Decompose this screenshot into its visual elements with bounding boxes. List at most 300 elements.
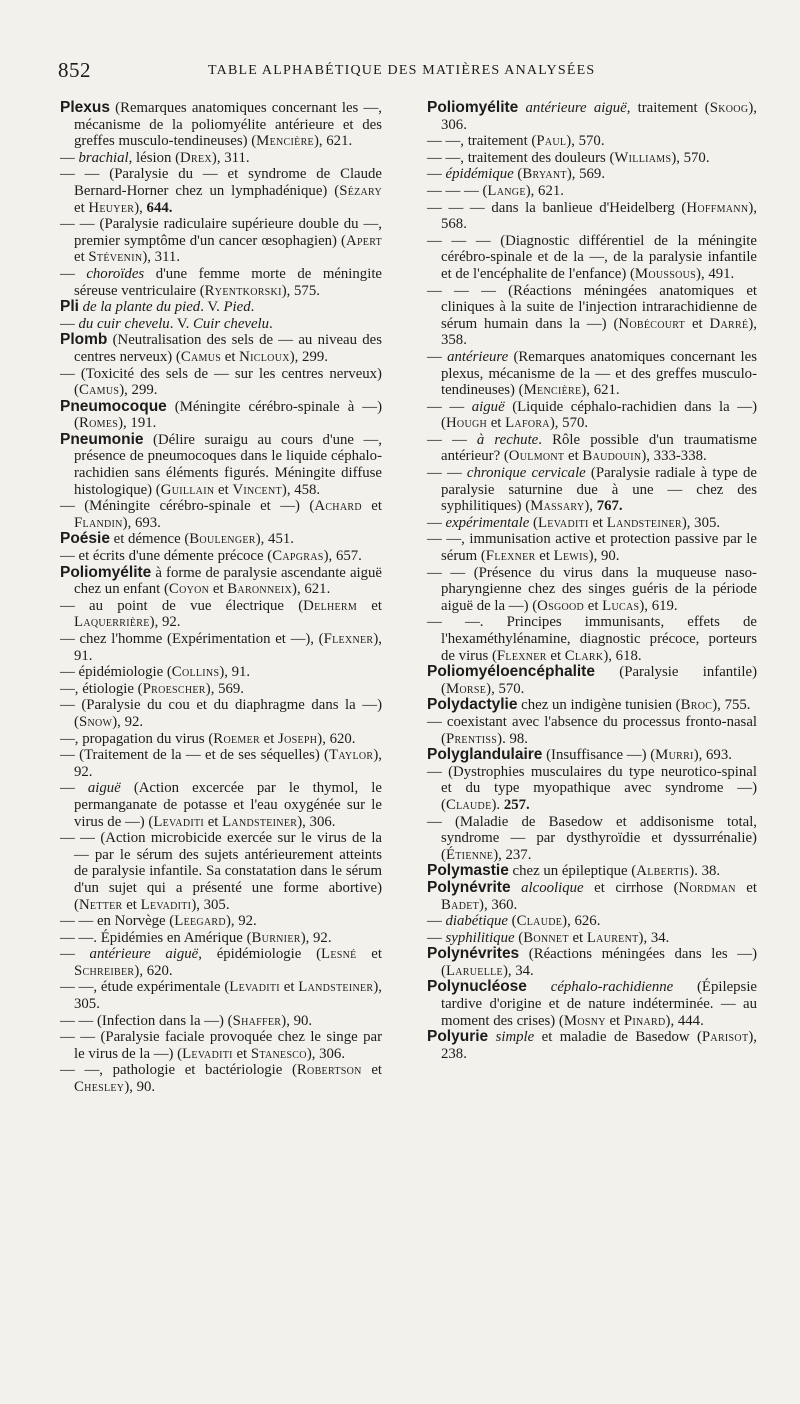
entry-subterm: simple (495, 1029, 535, 1046)
author-name: Laquerrière (74, 614, 150, 631)
author-name: Lesné (321, 946, 357, 963)
entry-text: ), 90. (281, 1012, 313, 1029)
entry-text: ), 621. (292, 581, 331, 598)
author-name: Vincent (232, 481, 282, 498)
index-entry (60, 399, 382, 432)
entry-text: ), 34. (502, 962, 534, 979)
entry-text: — (427, 929, 446, 946)
index-entry (60, 366, 382, 399)
entry-text: (Liquide céphalo-rachidien dans la —) ( (441, 398, 757, 432)
index-entry (60, 830, 382, 913)
entry-text: (Action excercée par le thymol, le permanganate de potasse et l'eau oxygénée sur le virus de —) ( (74, 780, 382, 830)
entry-text: — (60, 149, 79, 166)
entry-text: — épidémiologie ( (60, 664, 172, 681)
entry-text: et (361, 1062, 382, 1079)
author-name: Landsteiner (298, 979, 374, 996)
entry-text: ), 358. (441, 315, 758, 349)
entry-text: ), 91. (219, 664, 251, 681)
entry-subterm: Pied (223, 299, 251, 316)
index-entry (427, 432, 757, 465)
author-name: Levaditi (182, 1045, 233, 1062)
entry-text: — (60, 315, 79, 332)
author-name: Bonnet (523, 929, 569, 946)
entry-text: ), 92. (149, 614, 181, 631)
author-name: Achard (314, 498, 362, 515)
author-name: Broc (680, 697, 713, 714)
entry-text: ), 299. (289, 348, 328, 365)
entry-headword: Pneumonie (60, 430, 144, 448)
entry-text: et (356, 946, 382, 963)
entry-subterm: Cuir chevelu (193, 315, 270, 332)
index-entry (60, 150, 382, 167)
entry-text: — (427, 514, 446, 531)
author-name: Oulmont (508, 448, 565, 465)
entry-text: (Remarques anatomiques concernant les —, mécanisme de la poliomyélite antérieure et des greffes musculo-tendineuses) ( (74, 100, 382, 150)
index-entry (427, 565, 757, 615)
entry-text: — — — (Diagnostic différentiel de la méningite cérébro-spinale et de la —, de la paralysie infantile et de l'encéphalite de l'enfance) ( (427, 232, 757, 282)
author-name: Flandin (74, 514, 123, 531)
entry-text: ), 305. (681, 514, 721, 531)
entry-subterm: du cuir chevelu (78, 315, 170, 332)
entry-text: et (74, 199, 89, 216)
entry-text: ), 693. (122, 514, 161, 531)
entry-text: et (588, 514, 607, 531)
author-name: Levaditi (140, 896, 192, 913)
index-entry (427, 233, 757, 283)
author-name: Nicloux (239, 348, 290, 365)
entry-headword: Polynévrites (427, 945, 520, 963)
entry-text: — — (Action microbicide exercée sur le virus de la — par le sérum des sujets antérieurement atteints de paralysie infantile. Sa constatation dans le sérum d'un sujet qui a présenté une forme abortive) ( (60, 830, 382, 913)
entry-subterm: épidémique (445, 166, 514, 183)
entry-text: ), 90. (124, 1079, 156, 1096)
entry-text: et (259, 730, 279, 747)
author-name: Laruelle (445, 962, 503, 979)
index-entry (60, 697, 382, 730)
entry-text: ), 191. (118, 415, 157, 432)
author-name: Boulenger (189, 531, 256, 548)
author-name: Burnier (251, 929, 301, 946)
entry-text: —, étiologie ( (60, 680, 143, 697)
entry-text: — (60, 946, 90, 963)
entry-text: — — — ( (427, 182, 488, 199)
entry-text: (Paralysie radiale à type de paralysie saturnine due à une — chez des syphilitiques) ( (441, 465, 757, 515)
author-name: Mencière (523, 382, 582, 399)
author-name: Schreiber (74, 962, 135, 979)
author-name: Flexner (485, 548, 536, 565)
entry-text: ), 626. (562, 913, 601, 930)
entry-text: ), 569. (566, 166, 606, 183)
author-name: Stanesco (250, 1045, 307, 1062)
index-entry (60, 316, 382, 333)
index-entry (60, 598, 382, 631)
author-name: Lange (487, 182, 526, 199)
entry-text: ( (529, 514, 538, 531)
index-entry (60, 631, 382, 664)
entry-text: — (60, 265, 87, 282)
entry-text: et (209, 581, 228, 598)
entry-text: — (Dystrophies musculaires du type neurotico-spinal et du type myopathique avec syndrome —) ( (427, 763, 757, 813)
entry-text: ( (514, 929, 524, 946)
entry-headword: Poésie (60, 530, 110, 548)
author-name: Paul (536, 133, 567, 150)
page-reference: 257. (503, 796, 530, 813)
author-name: Delherm (303, 597, 358, 614)
entry-text: — — (427, 398, 472, 415)
author-name: Camus (78, 382, 120, 399)
entry-subterm: expérimentale (445, 514, 530, 531)
index-entry (60, 681, 382, 698)
entry-headword: Pneumocoque (60, 397, 167, 415)
author-name: Hough (445, 415, 488, 432)
entry-headword: Poliomyéloencéphalite (427, 663, 595, 681)
author-name: Hoffmann (686, 199, 749, 216)
entry-subterm: à rechute (476, 431, 539, 448)
entry-text (511, 880, 522, 896)
author-name: Camus (180, 348, 222, 365)
entry-text: à forme de paralysie ascendante aiguë chez un enfant ( (74, 564, 382, 598)
index-entry (427, 183, 757, 200)
entry-text: (Délire suraigu au cours d'une —, présence de pneumocoques dans le liquide céphalo-rachidien sans éléments figurés. Méningite diffuse histologique) ( (74, 431, 382, 498)
index-entry (427, 946, 757, 979)
index-entry (427, 614, 757, 664)
entry-text: . V. (169, 315, 194, 332)
entry-text: (Épilepsie tardive d'origine et de nature indéterminée. — au moment des crises) ( (441, 979, 757, 1029)
entry-text: et (584, 597, 603, 614)
entry-text: — (427, 348, 448, 365)
author-name: Netter (78, 896, 123, 913)
entry-text: ), 306. (297, 813, 336, 830)
author-name: Parisot (701, 1029, 749, 1046)
author-name: Skoog (709, 100, 749, 116)
author-name: Levaditi (153, 813, 205, 830)
entry-text: — chez l'homme (Expérimentation et —), ( (60, 631, 324, 647)
author-name: Lafora (505, 415, 550, 432)
author-name: Lucas (602, 597, 640, 614)
author-name: Apert (345, 232, 382, 249)
author-name: Levaditi (229, 979, 280, 996)
entry-text: — — — (Réactions méningées anatomiques et cliniques à la suite de l'injection intrarachidienne de sérum humain dans la —) ( (427, 282, 757, 332)
author-name: Capgras (272, 548, 324, 565)
author-name: Baronneix (227, 581, 293, 598)
author-name: Murri (655, 747, 694, 764)
author-name: Leegard (174, 913, 226, 930)
author-name: Roemer (213, 730, 260, 747)
entry-text: ), 237. (493, 846, 532, 863)
entry-text: — —, immunisation active et protection passive par le sérum ( (427, 531, 757, 565)
entry-text: d'une femme morte de méningite séreuse ventriculaire ( (74, 265, 382, 299)
index-entry (427, 880, 757, 913)
left-column (60, 100, 382, 1096)
entry-text: — (Maladie de Basedow et addisonisme total, syndrome — par dysthyroïdie et dyssurrénalie) ( (427, 813, 757, 863)
author-name: Collins (171, 664, 220, 681)
author-name: Joseph (278, 730, 318, 747)
entry-text: ), 621. (581, 382, 620, 399)
author-name: Flexner (496, 647, 547, 664)
entry-text: ), 618. (603, 647, 642, 664)
index-entry (427, 913, 757, 930)
entry-text: ), 90. (588, 548, 620, 565)
author-name: Massary (530, 498, 585, 515)
entry-text: chez un épileptique ( (508, 863, 637, 880)
author-name: Stévenin (88, 249, 143, 266)
entry-subterm: de la plante du pied (82, 299, 201, 316)
author-name: Clark (564, 647, 604, 664)
author-name: Moussous (634, 265, 697, 282)
entry-text: ), (584, 498, 597, 515)
author-name: Robertson (296, 1062, 362, 1079)
entry-subterm: diabétique (445, 913, 508, 930)
page-header (58, 58, 752, 88)
entry-text: , traitement ( (626, 100, 710, 116)
index-entry (60, 930, 382, 947)
index-entry (427, 133, 757, 150)
entry-subterm: alcoolique (521, 879, 584, 896)
entry-text: et (685, 315, 710, 332)
index-entry (60, 332, 382, 365)
entry-subterm: antérieure aiguë (525, 100, 627, 116)
page-number: 852 (58, 58, 91, 82)
entry-headword: Plexus (60, 99, 110, 116)
index-entry (427, 697, 757, 714)
entry-text: (Réactions méningées dans les —) ( (441, 946, 757, 979)
entry-text: ), 491. (696, 265, 735, 282)
entry-text: — — en Norvège ( (60, 913, 175, 930)
author-name: Landsteiner (222, 813, 298, 830)
entry-text: ), 458. (281, 481, 321, 498)
entry-subterm: antérieure aiguë (89, 946, 199, 963)
entry-text: — — (Paralysie faciale provoquée chez le singe par le virus de la —) ( (60, 1029, 382, 1062)
author-name: Pinard (623, 1012, 666, 1029)
entry-text: et démence ( (109, 531, 190, 548)
entry-text: ), 621. (525, 182, 564, 199)
entry-text: — — (Paralysie du — et syndrome de Claude Bernard-Horner chez un lymphadénique) ( (60, 166, 382, 199)
index-entry (427, 465, 757, 515)
entry-text: et (232, 1045, 251, 1062)
author-name: Drex (180, 149, 212, 166)
entry-text: et (735, 879, 757, 896)
index-entry (60, 531, 382, 548)
entry-text: — —. Principes immunisants, effets de l'hexaméthylénamine, diagnostic précoce, porteurs de virus ( (427, 614, 757, 664)
entry-text: ), 570. (549, 415, 589, 432)
entry-text: et (74, 249, 89, 266)
entry-subterm: choroïdes (86, 265, 145, 282)
author-name: Williams (614, 149, 672, 166)
entry-text: et (535, 548, 554, 565)
author-name: Ryentkorski (204, 282, 282, 299)
entry-text: ), 444. (665, 1012, 704, 1029)
entry-text (527, 979, 551, 995)
page-reference: 767. (596, 498, 623, 515)
index-entry (427, 764, 757, 814)
author-name: Claude (445, 796, 492, 813)
entry-text: ), 451. (255, 531, 294, 548)
entry-text: et (204, 813, 223, 830)
index-entry (60, 1029, 382, 1062)
entry-text: ), 299. (119, 382, 158, 399)
entry-subterm: syphilitique (445, 929, 515, 946)
entry-text: ). (491, 796, 504, 813)
index-entry (60, 946, 382, 979)
author-name: Snow (78, 713, 113, 730)
index-entry (60, 299, 382, 316)
index-entry (427, 930, 757, 947)
entry-headword: Poliomyélite (427, 99, 519, 116)
index-entry (60, 548, 382, 565)
entry-text: — —, traitement des douleurs ( (427, 149, 615, 166)
entry-text: — (Traitement de la — et de ses séquelles) ( (60, 747, 329, 764)
index-entry (427, 150, 757, 167)
entry-text: ), 570. (486, 680, 525, 697)
entry-text: ), 92. (300, 929, 332, 946)
entry-text: (Remarques anatomiques concernant les plexus, mécanisme de la — et des greffes musculo-tendineuses) ( (441, 348, 757, 399)
index-entry (427, 814, 757, 864)
index-entry (60, 780, 382, 830)
index-entry (60, 664, 382, 681)
index-entry (427, 979, 757, 1029)
author-name: Nordman (678, 879, 736, 896)
author-name: Claude (516, 913, 563, 930)
entry-text: ), 619. (639, 597, 678, 614)
index-entry (427, 399, 757, 432)
author-name: Shaffer (232, 1012, 282, 1029)
entry-text: et (122, 896, 141, 913)
entry-text: ( (513, 166, 523, 183)
author-name: Bryant (522, 166, 567, 183)
index-entry (60, 731, 382, 748)
author-name: Levaditi (537, 514, 589, 531)
index-entry (427, 166, 757, 183)
entry-text: ), 570. (671, 149, 710, 166)
entry-text: — (Paralysie du cou et du diaphragme dans la —) ( (60, 697, 382, 730)
author-name: Albertis (636, 863, 690, 880)
author-name: Osgood (537, 597, 585, 614)
entry-text: — (Méningite cérébro-spinale et —) ( (60, 498, 315, 515)
author-name: Chesley (74, 1079, 125, 1096)
entry-text: et (546, 647, 565, 664)
author-name: Baudouin (582, 448, 642, 465)
entry-text: — (Toxicité des sels de — sur les centres nerveux) ( (60, 365, 382, 399)
entry-text: ), 311. (211, 149, 250, 166)
index-entry (427, 531, 757, 564)
entry-subterm: antérieure (447, 348, 509, 365)
index-entry (60, 166, 382, 216)
entry-text: — — (Présence du virus dans la muqueuse naso-pharyngienne chez des singes guéris de la période aiguë de la —) ( (427, 564, 757, 614)
entry-headword: Plomb (60, 331, 108, 349)
entry-subterm: aiguë (87, 780, 121, 797)
entry-text: . Rôle possible d'un traumatisme antérieur? ( (441, 431, 757, 465)
index-entry (427, 100, 757, 133)
index-entry (427, 1029, 757, 1062)
entry-text: . V. (200, 299, 224, 316)
entry-text: ), 657. (323, 548, 362, 565)
index-entry (60, 565, 382, 598)
entry-subterm: aiguë (471, 398, 505, 415)
author-name: Prentiss (445, 730, 498, 747)
author-name: Mencière (256, 133, 314, 150)
index-entry (60, 216, 382, 266)
entry-text: et (564, 448, 583, 465)
author-name: Darré (709, 315, 749, 332)
entry-text: ), 91. (74, 631, 382, 664)
author-name: Heuyer (88, 199, 135, 216)
author-name: Taylor (328, 747, 374, 764)
entry-text: et (221, 348, 240, 365)
right-column (427, 100, 757, 1062)
entry-text: et (568, 929, 587, 946)
entry-text: — —, traitement ( (427, 133, 537, 150)
entry-subterm: brachial (78, 149, 129, 166)
entry-text: ), 305. (74, 979, 382, 1013)
entry-text: ), 621. (313, 133, 353, 150)
entry-text: et (279, 979, 299, 996)
entry-text: — — — dans la banlieue d'Heidelberg ( (427, 199, 687, 216)
index-entry (427, 747, 757, 764)
entry-text: ), 311. (142, 249, 181, 266)
entry-text: ), 238. (441, 1029, 757, 1062)
entry-text: —, propagation du virus ( (60, 730, 214, 747)
entry-text: ), 620. (317, 730, 356, 747)
entry-text: ), 333-338. (641, 448, 707, 465)
author-name: Lewis (553, 548, 589, 565)
entry-text: ), 92. (74, 747, 382, 780)
author-name: Romes (78, 415, 119, 432)
author-name: Laurent (586, 929, 639, 946)
entry-text: ), 34. (638, 929, 670, 946)
entry-text (518, 100, 525, 116)
index-entry (60, 100, 382, 150)
author-name: Morse (445, 680, 487, 697)
entry-text: et (357, 597, 382, 614)
index-entry (60, 266, 382, 299)
entry-text: et maladie de Basedow ( (534, 1029, 702, 1046)
index-entry (60, 432, 382, 498)
entry-text: — — (427, 465, 467, 482)
entry-text: ), 569. (205, 680, 245, 697)
entry-text: chez un indigène tunisien ( (517, 697, 681, 714)
entry-text: ), 92. (112, 713, 144, 730)
index-entry (427, 200, 757, 233)
index-entry (60, 747, 382, 780)
entry-text: — —. Épidémies en Amérique ( (60, 929, 252, 946)
entry-text: (Insuffisance —) ( (542, 747, 656, 764)
entry-text: ), (134, 199, 147, 216)
entry-text: ), 305. (191, 896, 230, 913)
index-entry (427, 714, 757, 747)
entry-text: . (269, 315, 273, 332)
entry-text (488, 1029, 495, 1045)
entry-text: — — (427, 431, 477, 448)
entry-headword: Pli (60, 298, 79, 316)
author-name: Flexner (323, 631, 374, 647)
entry-headword: Polyurie (427, 1028, 489, 1046)
index-entry (60, 979, 382, 1012)
index-entry (427, 349, 757, 399)
entry-headword: Polymastie (427, 862, 509, 880)
entry-text: ), 620. (134, 962, 173, 979)
entry-text: et (361, 498, 382, 515)
index-entry (60, 1013, 382, 1030)
entry-headword: Polydactylie (427, 696, 518, 714)
entry-text: , épidémiologie ( (198, 946, 322, 963)
entry-text: ), 360. (479, 896, 518, 913)
entry-text: — et écrits d'une démente précoce ( (60, 548, 273, 565)
entry-text: (Neutralisation des sels de — au niveau des centres nerveux) ( (74, 332, 382, 365)
entry-text: — coexistant avec l'absence du processus fronto-nasal ( (427, 713, 757, 747)
entry-text: (Méningite cérébro-spinale à —) ( (74, 398, 382, 432)
entry-text: ), 306. (306, 1045, 346, 1062)
author-name: Sézary (339, 182, 382, 199)
entry-text: , lésion ( (128, 149, 181, 166)
